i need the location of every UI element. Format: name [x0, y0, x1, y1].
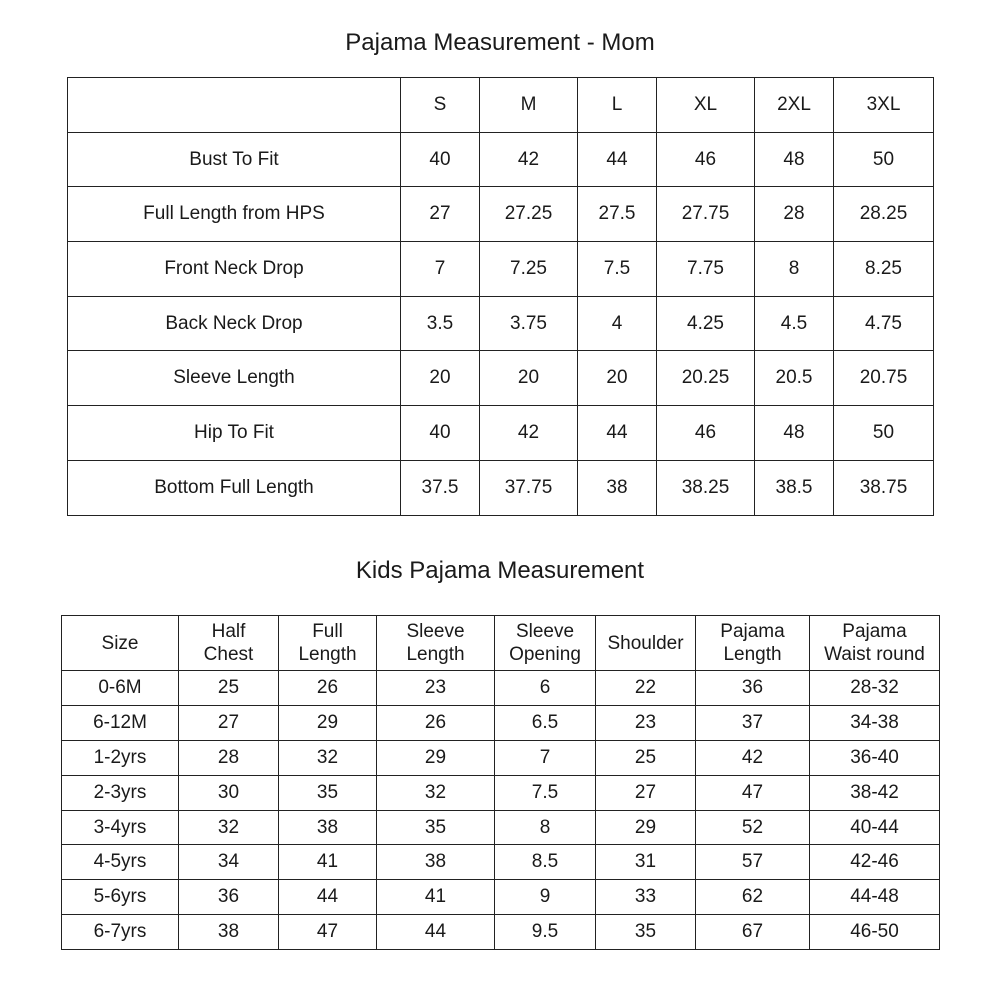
kids-value-cell: 52	[696, 810, 810, 845]
kids-value-cell: 29	[596, 810, 696, 845]
mom-table-row	[68, 242, 934, 297]
kids-value-cell: 38	[279, 810, 377, 845]
kids-value-cell: 7	[495, 740, 596, 775]
kids-value-cell: 32	[279, 740, 377, 775]
kids-column-header	[810, 616, 940, 671]
mom-value-cell: 40	[401, 406, 480, 461]
kids-column-header	[279, 616, 377, 671]
kids-value-cell: 46-50	[810, 915, 940, 950]
kids-value-cell: 44-48	[810, 880, 940, 915]
kids-value-cell: 37	[696, 705, 810, 740]
kids-column-header	[696, 616, 810, 671]
kids-header-line: Sleeve	[515, 621, 575, 642]
kids-size-cell: 6-7yrs	[62, 915, 179, 950]
kids-value-cell: 36	[696, 671, 810, 706]
mom-size-header: XL	[657, 78, 755, 133]
kids-value-cell: 9.5	[495, 915, 596, 950]
kids-size-cell: 2-3yrs	[62, 775, 179, 810]
mom-table-row	[68, 296, 934, 351]
kids-column-header	[495, 616, 596, 671]
kids-table-row	[62, 740, 940, 775]
kids-value-cell: 22	[596, 671, 696, 706]
kids-header-line: Size	[101, 632, 139, 654]
kids-value-cell: 33	[596, 880, 696, 915]
mom-row-label: Front Neck Drop	[68, 242, 401, 297]
kids-value-cell: 35	[377, 810, 495, 845]
kids-header-line: Shoulder	[607, 632, 684, 654]
kids-value-cell: 28-32	[810, 671, 940, 706]
mom-value-cell: 40	[401, 132, 480, 187]
kids-size-cell: 0-6M	[62, 671, 179, 706]
mom-value-cell: 4	[578, 296, 657, 351]
kids-value-cell: 47	[279, 915, 377, 950]
kids-size-cell: 1-2yrs	[62, 740, 179, 775]
mom-value-cell: 8	[755, 242, 834, 297]
mom-size-header: L	[578, 78, 657, 133]
mom-value-cell: 20.75	[834, 351, 934, 406]
mom-value-cell: 7.25	[480, 242, 578, 297]
kids-value-cell: 36	[179, 880, 279, 915]
mom-value-cell: 20	[578, 351, 657, 406]
kids-column-header	[179, 616, 279, 671]
mom-value-cell: 20	[401, 351, 480, 406]
mom-value-cell: 28.25	[834, 187, 934, 242]
mom-table-row	[68, 187, 934, 242]
mom-value-cell: 27.5	[578, 187, 657, 242]
mom-table-title: Pajama Measurement - Mom	[345, 29, 655, 56]
kids-value-cell: 36-40	[810, 740, 940, 775]
mom-row-label: Bottom Full Length	[68, 460, 401, 515]
kids-value-cell: 6.5	[495, 705, 596, 740]
mom-size-header: 2XL	[755, 78, 834, 133]
mom-value-cell: 7.75	[657, 242, 755, 297]
kids-header-line: Sleeve	[406, 621, 465, 642]
kids-measurement-table	[61, 615, 940, 950]
mom-value-cell: 48	[755, 132, 834, 187]
kids-header-line: Length	[723, 644, 782, 665]
mom-row-label: Hip To Fit	[68, 406, 401, 461]
kids-value-cell: 47	[696, 775, 810, 810]
kids-value-cell: 31	[596, 845, 696, 880]
kids-size-cell: 5-6yrs	[62, 880, 179, 915]
kids-header-line: Pajama	[842, 621, 907, 642]
mom-value-cell: 38	[578, 460, 657, 515]
mom-measurement-table	[67, 77, 934, 516]
mom-value-cell: 50	[834, 406, 934, 461]
kids-value-cell: 35	[596, 915, 696, 950]
mom-value-cell: 38.5	[755, 460, 834, 515]
kids-column-header	[62, 616, 179, 671]
mom-value-cell: 28	[755, 187, 834, 242]
mom-row-label: Bust To Fit	[68, 132, 401, 187]
kids-value-cell: 8	[495, 810, 596, 845]
kids-value-cell: 62	[696, 880, 810, 915]
mom-size-header: M	[480, 78, 578, 133]
kids-value-cell: 23	[596, 705, 696, 740]
kids-value-cell: 23	[377, 671, 495, 706]
kids-size-cell: 3-4yrs	[62, 810, 179, 845]
kids-table-row	[62, 775, 940, 810]
mom-value-cell: 20	[480, 351, 578, 406]
kids-size-cell: 4-5yrs	[62, 845, 179, 880]
mom-size-header: 3XL	[834, 78, 934, 133]
mom-value-cell: 3.75	[480, 296, 578, 351]
mom-value-cell: 42	[480, 132, 578, 187]
kids-value-cell: 25	[596, 740, 696, 775]
mom-value-cell: 37.5	[401, 460, 480, 515]
mom-corner-cell	[68, 78, 401, 133]
mom-value-cell: 20.5	[755, 351, 834, 406]
kids-header-line: Half	[211, 621, 246, 642]
kids-header-line: Chest	[203, 644, 254, 665]
kids-table-row	[62, 880, 940, 915]
kids-table-row	[62, 671, 940, 706]
mom-table-row	[68, 460, 934, 515]
kids-header-line: Length	[298, 644, 357, 665]
mom-value-cell: 50	[834, 132, 934, 187]
kids-value-cell: 7.5	[495, 775, 596, 810]
kids-value-cell: 38	[377, 845, 495, 880]
kids-value-cell: 27	[179, 705, 279, 740]
mom-value-cell: 44	[578, 132, 657, 187]
mom-row-label: Full Length from HPS	[68, 187, 401, 242]
kids-value-cell: 41	[279, 845, 377, 880]
kids-value-cell: 44	[377, 915, 495, 950]
kids-table-row	[62, 810, 940, 845]
mom-value-cell: 38.25	[657, 460, 755, 515]
mom-value-cell: 44	[578, 406, 657, 461]
kids-header-line: Pajama	[720, 621, 785, 642]
mom-value-cell: 42	[480, 406, 578, 461]
kids-value-cell: 34-38	[810, 705, 940, 740]
mom-value-cell: 48	[755, 406, 834, 461]
mom-value-cell: 7	[401, 242, 480, 297]
mom-value-cell: 27.75	[657, 187, 755, 242]
kids-table-row	[62, 705, 940, 740]
mom-value-cell: 46	[657, 132, 755, 187]
kids-value-cell: 34	[179, 845, 279, 880]
mom-value-cell: 4.75	[834, 296, 934, 351]
kids-column-header	[377, 616, 495, 671]
kids-header-line: Waist round	[824, 644, 925, 665]
kids-value-cell: 8.5	[495, 845, 596, 880]
kids-value-cell: 44	[279, 880, 377, 915]
kids-value-cell: 32	[377, 775, 495, 810]
mom-value-cell: 3.5	[401, 296, 480, 351]
kids-value-cell: 41	[377, 880, 495, 915]
mom-value-cell: 27.25	[480, 187, 578, 242]
kids-table-row	[62, 915, 940, 950]
kids-value-cell: 67	[696, 915, 810, 950]
mom-value-cell: 20.25	[657, 351, 755, 406]
kids-size-cell: 6-12M	[62, 705, 179, 740]
kids-table-row	[62, 845, 940, 880]
kids-header-line: Length	[406, 644, 465, 665]
kids-header-row	[62, 616, 940, 671]
mom-value-cell: 8.25	[834, 242, 934, 297]
kids-value-cell: 30	[179, 775, 279, 810]
mom-value-cell: 4.5	[755, 296, 834, 351]
kids-value-cell: 27	[596, 775, 696, 810]
kids-value-cell: 26	[377, 705, 495, 740]
kids-table-title: Kids Pajama Measurement	[355, 557, 645, 584]
mom-value-cell: 7.5	[578, 242, 657, 297]
kids-value-cell: 32	[179, 810, 279, 845]
mom-value-cell: 27	[401, 187, 480, 242]
mom-size-header: S	[401, 78, 480, 133]
mom-header-row	[68, 78, 934, 133]
kids-value-cell: 42-46	[810, 845, 940, 880]
kids-value-cell: 29	[377, 740, 495, 775]
kids-value-cell: 6	[495, 671, 596, 706]
kids-value-cell: 26	[279, 671, 377, 706]
mom-table-row	[68, 351, 934, 406]
mom-value-cell: 38.75	[834, 460, 934, 515]
kids-value-cell: 57	[696, 845, 810, 880]
mom-table-row	[68, 406, 934, 461]
kids-value-cell: 42	[696, 740, 810, 775]
kids-header-line: Opening	[509, 644, 581, 665]
kids-value-cell: 40-44	[810, 810, 940, 845]
kids-column-header	[596, 616, 696, 671]
kids-value-cell: 35	[279, 775, 377, 810]
kids-value-cell: 29	[279, 705, 377, 740]
mom-value-cell: 37.75	[480, 460, 578, 515]
mom-value-cell: 4.25	[657, 296, 755, 351]
kids-value-cell: 38-42	[810, 775, 940, 810]
kids-value-cell: 9	[495, 880, 596, 915]
mom-value-cell: 46	[657, 406, 755, 461]
kids-value-cell: 28	[179, 740, 279, 775]
mom-table-row	[68, 132, 934, 187]
mom-row-label: Back Neck Drop	[68, 296, 401, 351]
kids-value-cell: 25	[179, 671, 279, 706]
mom-row-label: Sleeve Length	[68, 351, 401, 406]
kids-header-line: Full	[312, 621, 343, 642]
kids-value-cell: 38	[179, 915, 279, 950]
